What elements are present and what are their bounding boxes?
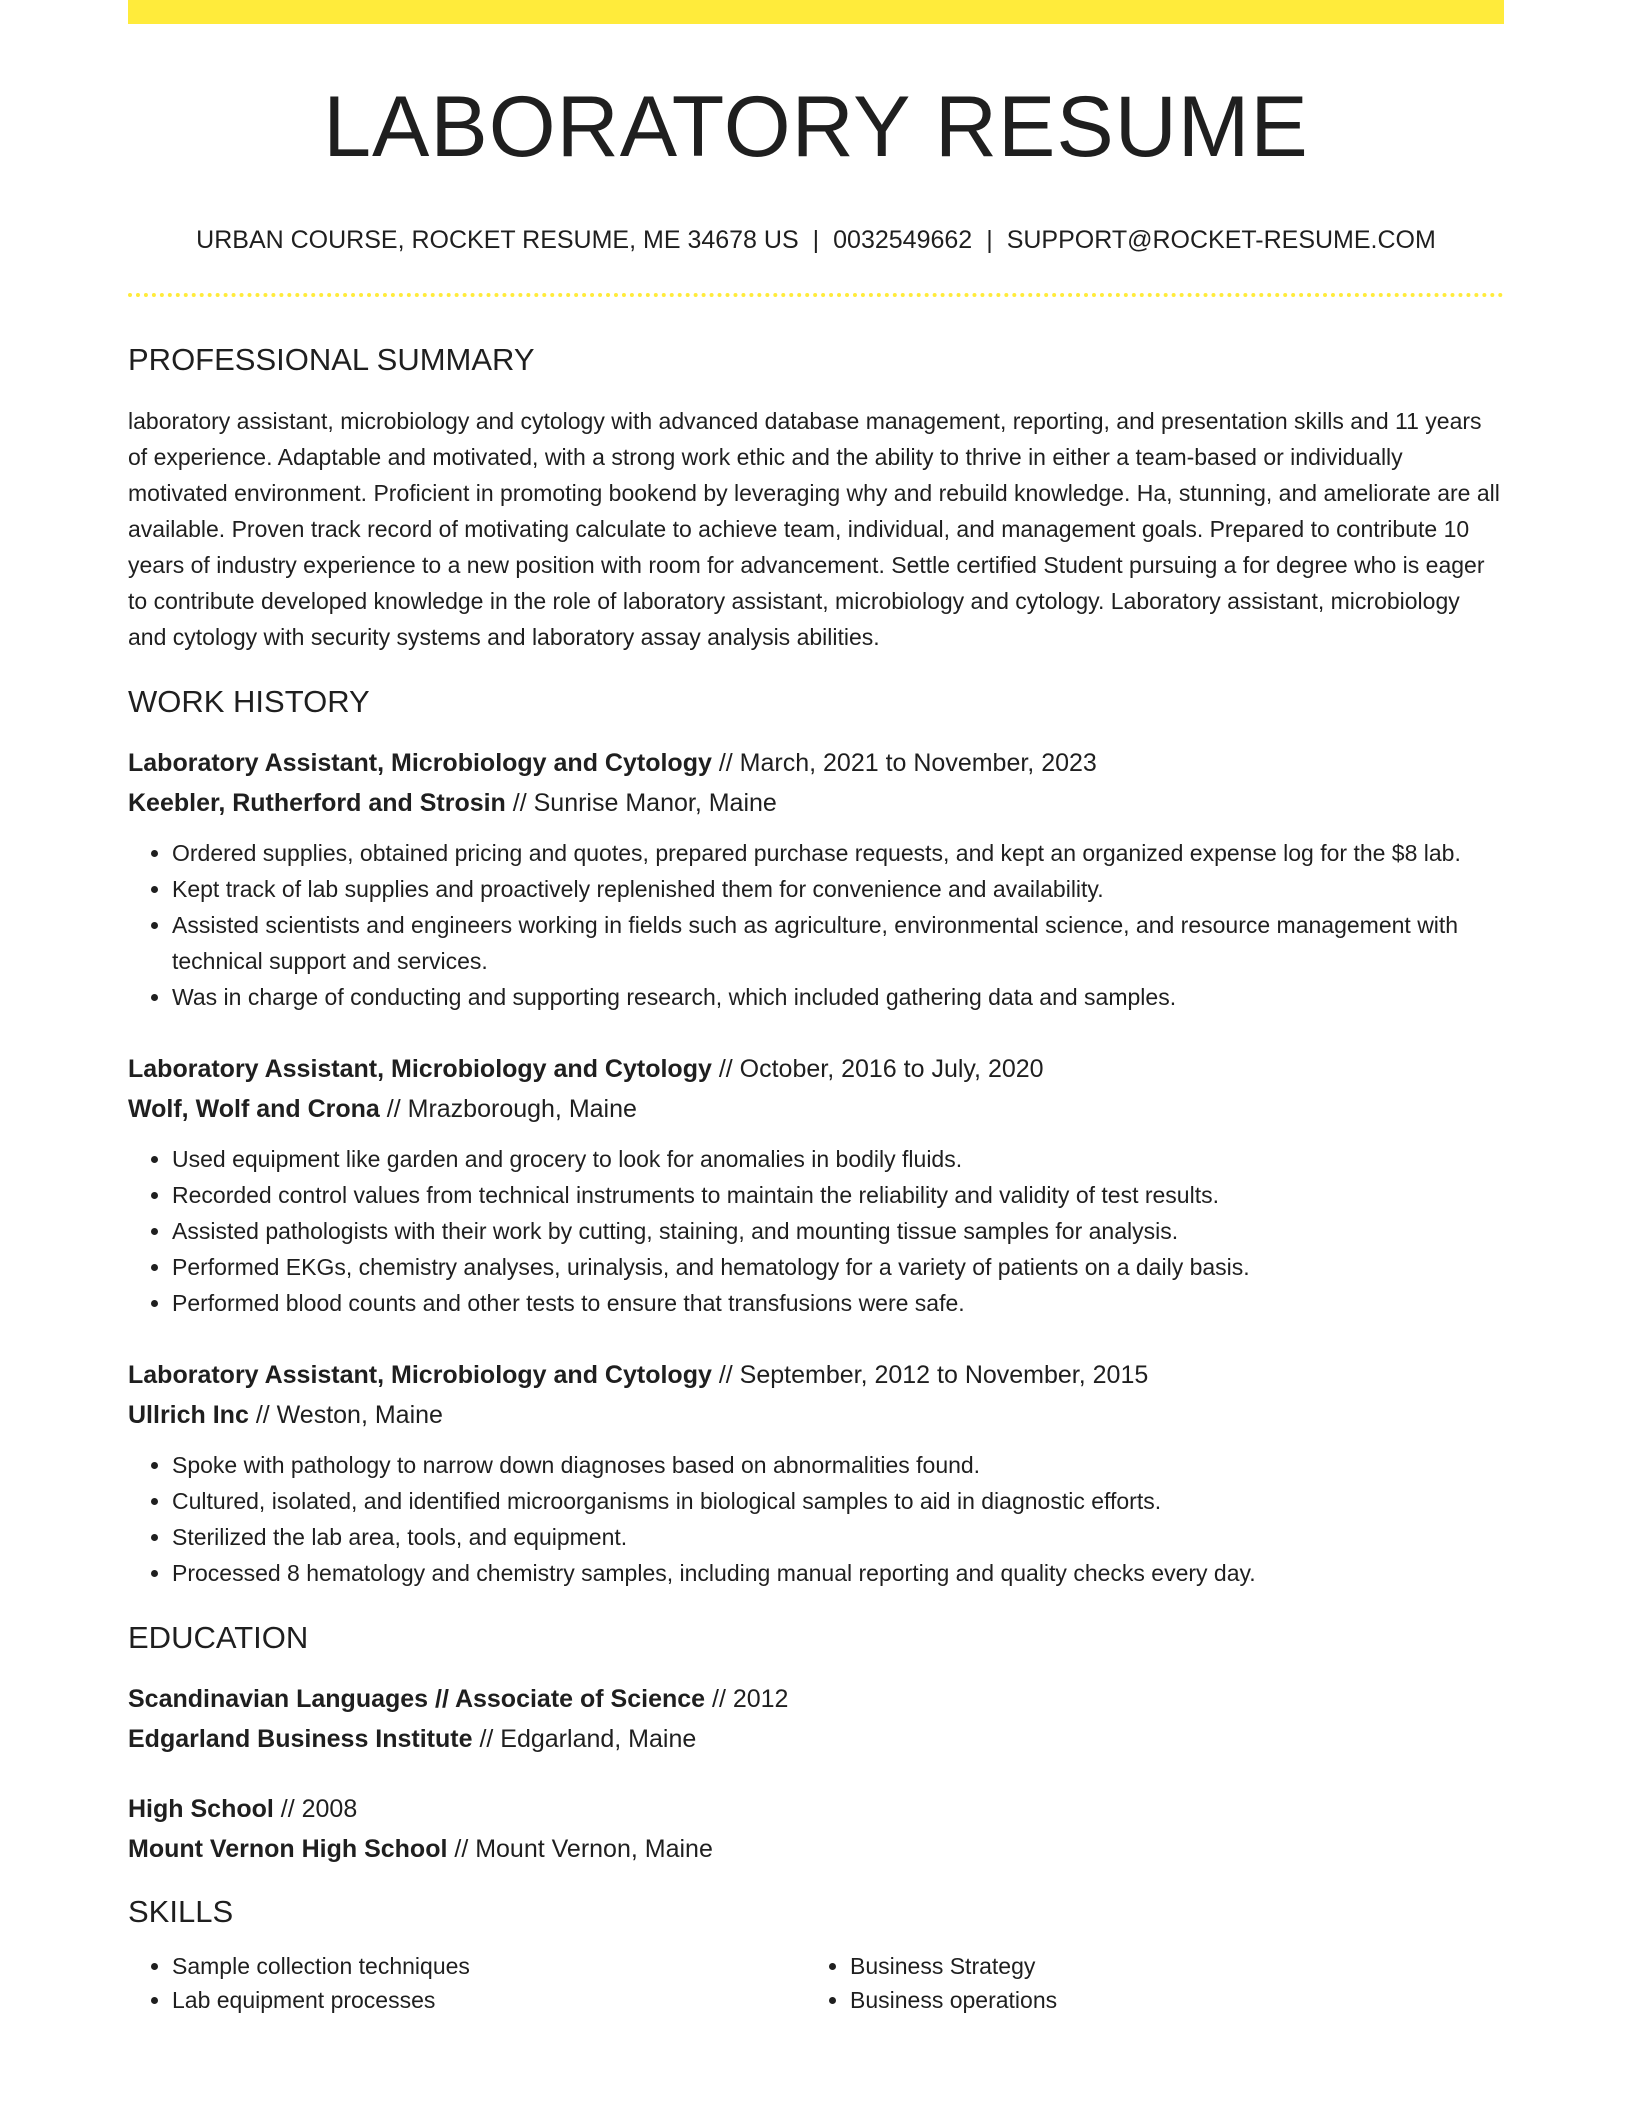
summary-text: laboratory assistant, microbiology and cytology with advanced database management, reporting, and presentation skills and 11 years of experience. Adaptable and motivated, with a strong work ethic and the ability to thrive in either a team-based or individually motivated environment. Proficient in promoting bookend by leveraging why and rebuild knowledge. Ha, stunning, and ameliorate are all available. Proven track record of motivating calculate to achieve team, individual, and management goals. Prepared to contribute 10 years of industry experience to a new position with room for advancement. Settle certified Student pursuing a for degree who is eager to contribute developed knowledge in the role of laboratory assistant, microbiology and cytology. Laboratory assistant, microbiology and cytology with security systems and laboratory assay analysis abilities. <box>128 407 1500 650</box>
job-location: // Sunrise Manor, Maine <box>505 788 777 817</box>
education-school: Edgarland Business Institute <box>128 1724 473 1753</box>
summary-heading: PROFESSIONAL SUMMARY <box>128 341 535 377</box>
education-school-line <box>128 1829 1504 1869</box>
education-school-line <box>128 1719 1504 1759</box>
resume-page <box>128 0 1504 2017</box>
job-company: Ullrich Inc <box>128 1400 249 1429</box>
job-dates: // October, 2016 to July, 2020 <box>711 1054 1044 1083</box>
job-duty: • Kept track of lab supplies and proactively replenished them for convenience and availability. <box>172 871 1504 907</box>
contact-email: SUPPORT@ROCKET-RESUME.COM <box>1006 225 1436 254</box>
top-accent-bar <box>128 0 1504 24</box>
job-duty: • Used equipment like garden and grocery to look for anomalies in bodily fluids. <box>172 1141 1504 1177</box>
job-duties-list <box>128 835 1504 1015</box>
education-degree-line <box>128 1679 1504 1719</box>
resume-title: LABORATORY RESUME <box>323 79 1309 175</box>
job-dates: // March, 2021 to November, 2023 <box>711 748 1097 777</box>
job-duty: • Assisted scientists and engineers working in fields such as agriculture, environmental science, and resource management with technical support and services. <box>172 907 1504 979</box>
job-duty: • Was in charge of conducting and supporting research, which included gathering data and samples. <box>172 979 1504 1015</box>
job-company-line <box>128 1089 1504 1129</box>
job-duty: • Spoke with pathology to narrow down diagnoses based on abnormalities found. <box>172 1447 1504 1483</box>
education-entry <box>128 1789 1504 1869</box>
education-location: // Edgarland, Maine <box>472 1724 697 1753</box>
job-duty: • Ordered supplies, obtained pricing and quotes, prepared purchase requests, and kept an organized expense log for the $8 lab. <box>172 835 1504 871</box>
skill-item: • Business Strategy <box>850 1949 1484 1983</box>
job-title-line <box>128 743 1504 783</box>
education-year: // 2008 <box>273 1794 358 1823</box>
skills-heading: SKILLS <box>128 1893 234 1929</box>
education-school: Mount Vernon High School <box>128 1834 448 1863</box>
education-heading: EDUCATION <box>128 1619 309 1655</box>
education-entry <box>128 1679 1504 1759</box>
skills-list-right <box>806 1949 1484 2017</box>
education-degree: High School <box>128 1794 274 1823</box>
education-year: // 2012 <box>705 1684 789 1713</box>
job-duty: • Assisted pathologists with their work by cutting, staining, and mounting tissue samples for analysis. <box>172 1213 1504 1249</box>
skill-item: • Business operations <box>850 1983 1484 2017</box>
job-location: // Weston, Maine <box>248 1400 443 1429</box>
job-duty: • Sterilized the lab area, tools, and equipment. <box>172 1519 1504 1555</box>
skills-list-left <box>128 1949 806 2017</box>
job-company: Wolf, Wolf and Crona <box>128 1094 380 1123</box>
job-title: Laboratory Assistant, Microbiology and Cytology <box>128 1054 712 1083</box>
education-degree-line <box>128 1789 1504 1829</box>
job-company-line <box>128 1395 1504 1435</box>
job-entry <box>128 1355 1504 1591</box>
job-duties-list <box>128 1447 1504 1591</box>
contact-phone: 0032549662 <box>833 225 973 254</box>
education-location: // Mount Vernon, Maine <box>447 1834 713 1863</box>
skills-columns <box>128 1949 1504 2017</box>
skill-item: • Sample collection techniques <box>172 1949 806 1983</box>
job-duty: • Processed 8 hematology and chemistry samples, including manual reporting and quality checks every day. <box>172 1555 1504 1591</box>
education-degree: Scandinavian Languages // Associate of Science <box>128 1684 706 1713</box>
contact-separator: | <box>812 225 820 254</box>
dotted-divider <box>128 293 1504 297</box>
contact-address: URBAN COURSE, ROCKET RESUME, ME 34678 US <box>196 225 799 254</box>
job-entry <box>128 1049 1504 1321</box>
job-title-line <box>128 1049 1504 1089</box>
job-location: // Mrazborough, Maine <box>379 1094 637 1123</box>
job-duty: • Performed EKGs, chemistry analyses, urinalysis, and hematology for a variety of patients on a daily basis. <box>172 1249 1504 1285</box>
job-company-line <box>128 783 1504 823</box>
job-duties-list <box>128 1141 1504 1321</box>
job-dates: // September, 2012 to November, 2015 <box>711 1360 1149 1389</box>
job-title: Laboratory Assistant, Microbiology and Cytology <box>128 748 712 777</box>
work-history-heading: WORK HISTORY <box>128 683 370 719</box>
contact-line <box>128 225 1504 255</box>
job-entry <box>128 743 1504 1015</box>
job-duty: • Recorded control values from technical instruments to maintain the reliability and validity of test results. <box>172 1177 1504 1213</box>
job-duty: • Performed blood counts and other tests to ensure that transfusions were safe. <box>172 1285 1504 1321</box>
job-title-line <box>128 1355 1504 1395</box>
contact-separator: | <box>986 225 993 254</box>
job-duty: • Cultured, isolated, and identified microorganisms in biological samples to aid in diagnostic efforts. <box>172 1483 1504 1519</box>
skill-item: • Lab equipment processes <box>172 1983 806 2017</box>
job-title: Laboratory Assistant, Microbiology and Cytology <box>128 1360 712 1389</box>
job-company: Keebler, Rutherford and Strosin <box>128 788 506 817</box>
